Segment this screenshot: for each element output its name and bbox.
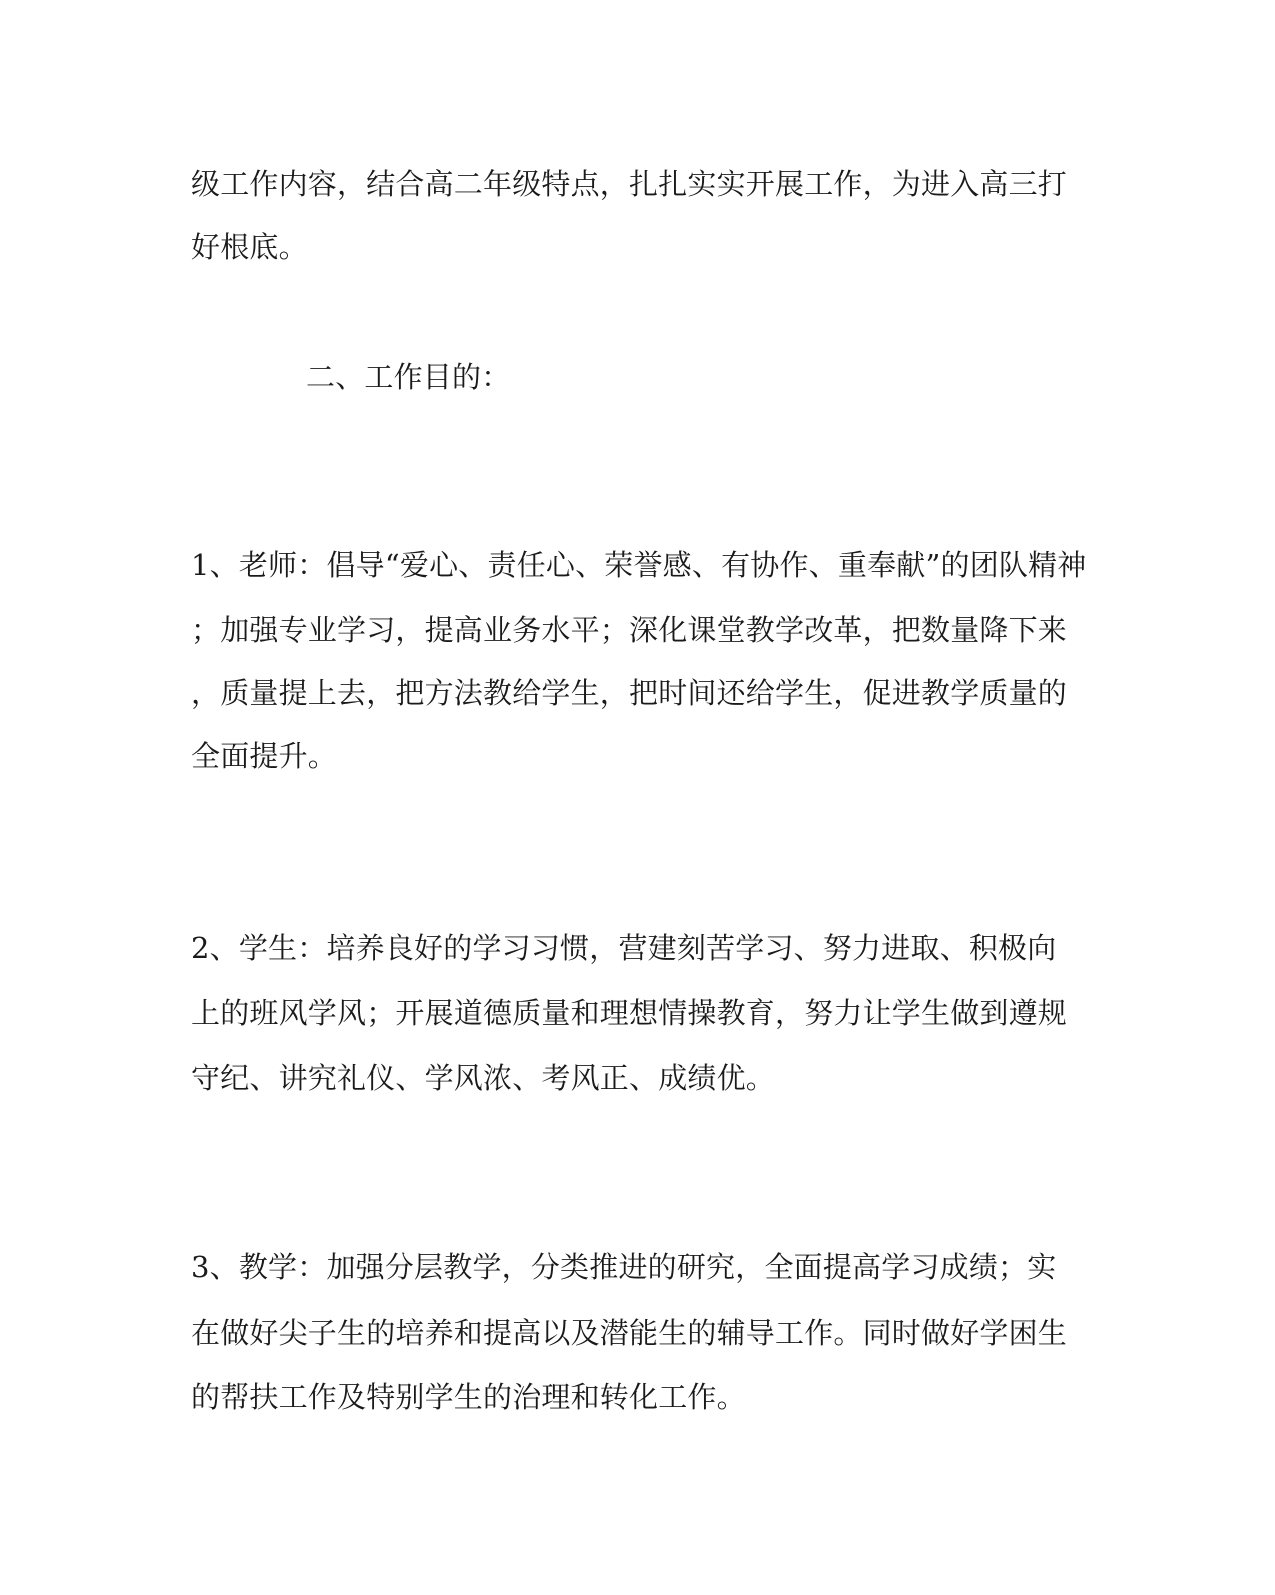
text-line: 1、老师：倡导“爱心、责任心、荣誉感、有协作、重奉献”的团队精神 <box>191 548 1087 582</box>
text-line: 守纪、讲究礼仪、学风浓、考风正、成绩优。 <box>191 1061 776 1095</box>
text-line: 在做好尖子生的培养和提高以及潜能生的辅导工作。同时做好学困生 <box>191 1316 1068 1350</box>
text-line: 全面提升。 <box>191 739 338 773</box>
text-line: 3、教学：加强分层教学，分类推进的研究，全面提高学习成绩；实 <box>191 1250 1057 1284</box>
text-line: 上的班风学风；开展道德质量和理想情操教育，努力让学生做到遵规 <box>191 996 1068 1030</box>
section-heading: 二、工作目的： <box>306 360 511 394</box>
text-line: 好根底。 <box>191 230 308 264</box>
text-line: 的帮扶工作及特别学生的治理和转化工作。 <box>191 1380 746 1414</box>
text-line: 2、学生：培养良好的学习习惯，营建刻苦学习、努力进取、积极向 <box>191 931 1057 965</box>
text-line: 级工作内容，结合高二年级特点，扎扎实实开展工作，为进入高三打 <box>191 167 1068 201</box>
text-line: ；加强专业学习，提高业务水平；深化课堂教学改革，把数量降下来 <box>191 613 1068 647</box>
text-line: ，质量提上去，把方法教给学生，把时间还给学生，促进教学质量的 <box>191 676 1068 710</box>
